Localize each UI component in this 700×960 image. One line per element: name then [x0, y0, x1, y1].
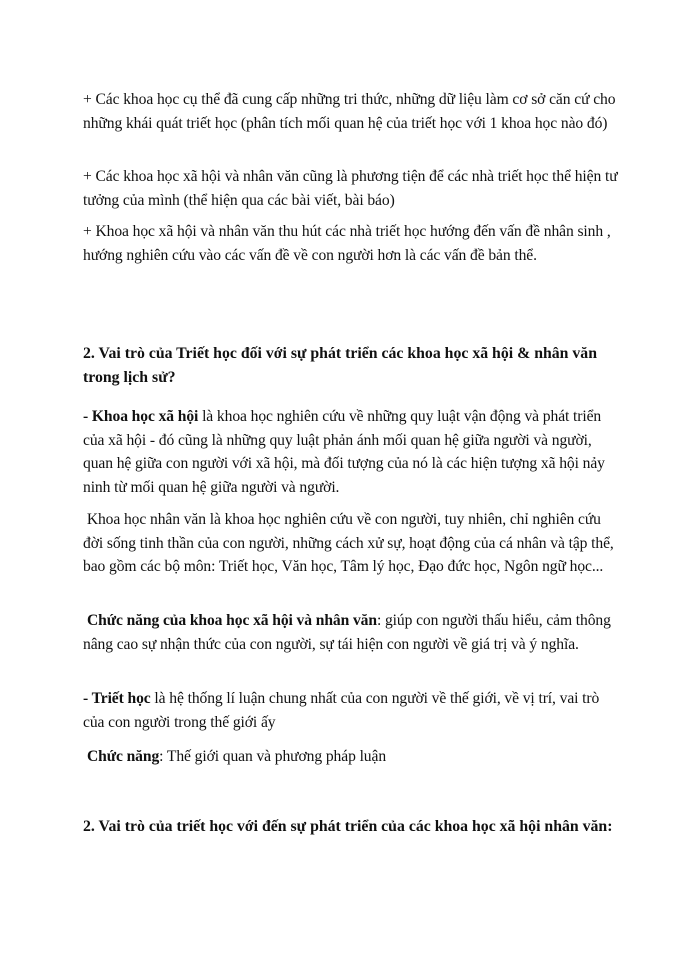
bullet-paragraph-3: + Khoa học xã hội và nhân văn thu hút các nhà triết học hướng đến vấn đề nhân sinh , hướng nghiên cứu vào các vấn đề về con người hơn là các vấn đề bản thể. [83, 223, 611, 264]
bullet-paragraph-1: + Các khoa học cụ thể đã cung cấp những tri thức, những dữ liệu làm cơ sở căn cứ cho những khái quát triết học (phân tích mối quan hệ của triết học với 1 khoa học nào đó) [83, 91, 616, 132]
philosophy-lead: - Triết học [83, 690, 151, 707]
philosophy-text: là hệ thống lí luận chung nhất của con người về thế giới, về vị trí, vai trò của con người trong thế giới ấy [83, 690, 600, 731]
function-sshs-text: : giúp con người thấu hiểu, cảm thông nâng cao sự nhận thức của con người, sự tái hiện con người về giá trị và ý nghĩa. [83, 612, 611, 653]
function-sshs-paragraph [83, 609, 623, 656]
section-heading-1: 2. Vai trò của Triết học đối với sự phát triển các khoa học xã hội & nhân văn trong lịch sử? [83, 345, 597, 386]
function-sshs-lead: Chức năng của khoa học xã hội và nhân văn [87, 612, 377, 629]
social-science-lead: - Khoa học xã hội [83, 408, 199, 425]
section-heading-2: 2. Vai trò của triết học với đến sự phát triển của các khoa học xã hội nhân văn: [83, 818, 613, 835]
philosophy-paragraph [83, 687, 623, 734]
function-philosophy-paragraph [83, 745, 623, 769]
bullet-paragraph-2: + Các khoa học xã hội và nhân văn cũng là phương tiện để các nhà triết học thể hiện tư tưởng của mình (thể hiện qua các bài viết, bài báo) [83, 168, 618, 209]
social-science-paragraph [83, 405, 623, 499]
humanities-paragraph: Khoa học nhân văn là khoa học nghiên cứu về con người, tuy nhiên, chỉ nghiên cứu đời sống tinh thần của con người, những cách xử sự, hoạt động của cá nhân và tập thể, bao gồm các bộ môn: Triết học, Văn học, Tâm lý học, Đạo đức học, Ngôn ngữ học... [83, 511, 618, 575]
function-philosophy-text: : Thế giới quan và phương pháp luận [159, 748, 387, 765]
function-philosophy-lead: Chức năng [87, 748, 160, 765]
social-science-text: là khoa học nghiên cứu về những quy luật vận động và phát triển của xã hội - đó cũng là những quy luật phản ánh mối quan hệ giữa người và người, quan hệ giữa con người với xã hội, mà đối tượng của nó là các hiện tượng xã hội nảy ninh từ mối quan hệ giữa người và người. [83, 408, 605, 496]
